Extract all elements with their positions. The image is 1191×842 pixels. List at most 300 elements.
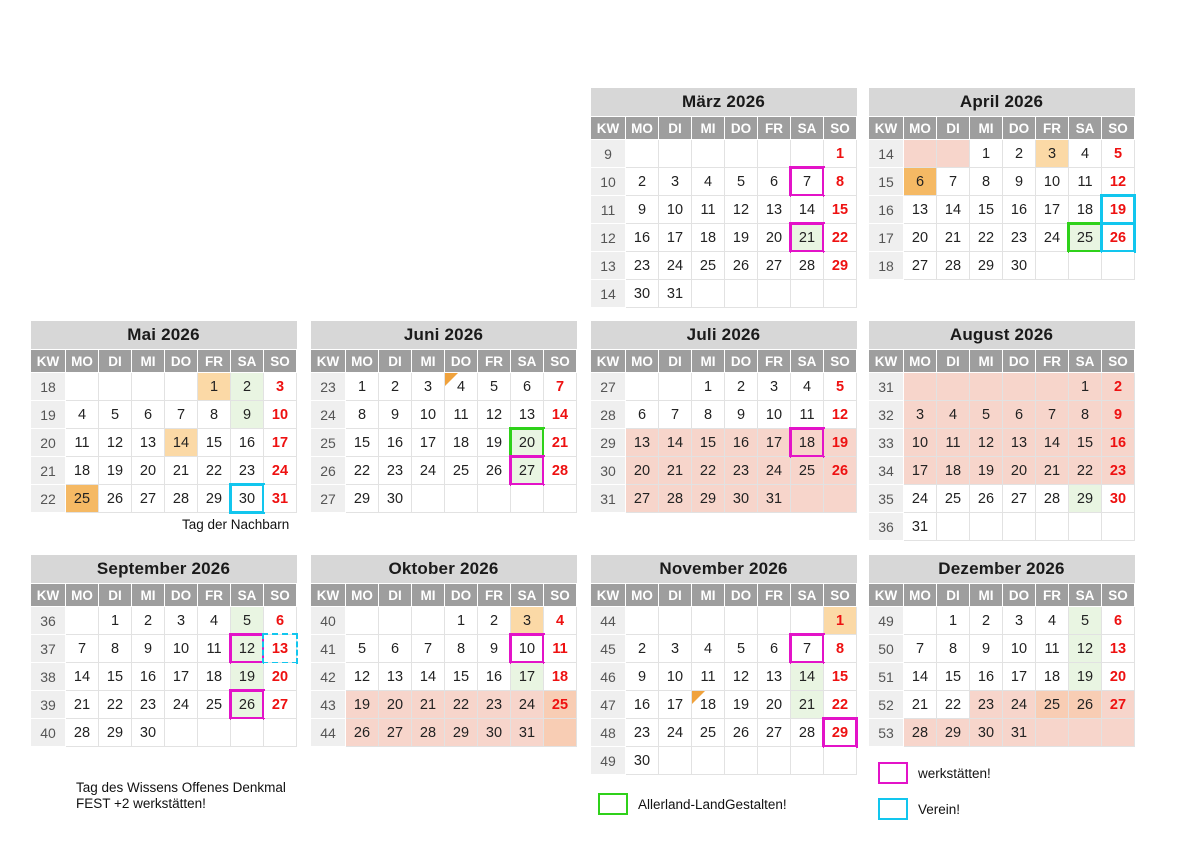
day-cell[interactable] (725, 140, 758, 168)
day-cell[interactable] (970, 691, 1003, 719)
day-cell[interactable] (692, 224, 725, 252)
day-cell[interactable] (791, 663, 824, 691)
day-cell[interactable] (904, 691, 937, 719)
day-cell[interactable] (1102, 719, 1135, 747)
day-cell[interactable] (66, 691, 99, 719)
day-cell[interactable] (544, 719, 577, 747)
day-cell[interactable] (659, 635, 692, 663)
day-cell[interactable] (626, 429, 659, 457)
day-cell[interactable] (1036, 196, 1069, 224)
day-cell[interactable] (231, 373, 264, 401)
day-cell[interactable] (231, 691, 264, 719)
day-cell[interactable] (66, 719, 99, 747)
day-cell[interactable] (626, 252, 659, 280)
day-cell[interactable] (346, 663, 379, 691)
day-cell[interactable] (970, 513, 1003, 541)
day-cell[interactable] (379, 607, 412, 635)
day-cell[interactable] (1069, 168, 1102, 196)
day-cell[interactable] (132, 429, 165, 457)
day-cell[interactable] (692, 457, 725, 485)
day-cell[interactable] (198, 373, 231, 401)
day-cell[interactable] (791, 607, 824, 635)
day-cell[interactable] (1069, 607, 1102, 635)
day-cell[interactable] (544, 373, 577, 401)
day-cell[interactable] (132, 485, 165, 513)
day-cell[interactable] (904, 196, 937, 224)
day-cell[interactable] (165, 607, 198, 635)
day-cell[interactable] (346, 635, 379, 663)
day-cell[interactable] (758, 691, 791, 719)
day-cell[interactable] (544, 663, 577, 691)
day-cell[interactable] (970, 373, 1003, 401)
day-cell[interactable] (264, 663, 297, 691)
day-cell[interactable] (346, 429, 379, 457)
day-cell[interactable] (692, 373, 725, 401)
day-cell[interactable] (544, 691, 577, 719)
day-cell[interactable] (1069, 691, 1102, 719)
day-cell[interactable] (692, 635, 725, 663)
day-cell[interactable] (132, 607, 165, 635)
day-cell[interactable] (478, 607, 511, 635)
day-cell[interactable] (758, 747, 791, 775)
day-cell[interactable] (99, 607, 132, 635)
day-cell[interactable] (659, 373, 692, 401)
day-cell[interactable] (937, 196, 970, 224)
day-cell[interactable] (1102, 196, 1135, 224)
day-cell[interactable] (1069, 663, 1102, 691)
day-cell[interactable] (758, 607, 791, 635)
day-cell[interactable] (692, 252, 725, 280)
day-cell[interactable] (692, 140, 725, 168)
day-cell[interactable] (1036, 140, 1069, 168)
day-cell[interactable] (725, 719, 758, 747)
day-cell[interactable] (791, 168, 824, 196)
day-cell[interactable] (511, 429, 544, 457)
day-cell[interactable] (791, 719, 824, 747)
day-cell[interactable] (970, 168, 1003, 196)
day-cell[interactable] (904, 485, 937, 513)
day-cell[interactable] (544, 485, 577, 513)
day-cell[interactable] (379, 663, 412, 691)
day-cell[interactable] (379, 485, 412, 513)
day-cell[interactable] (692, 429, 725, 457)
day-cell[interactable] (758, 280, 791, 308)
day-cell[interactable] (659, 691, 692, 719)
day-cell[interactable] (626, 607, 659, 635)
day-cell[interactable] (445, 719, 478, 747)
day-cell[interactable] (692, 485, 725, 513)
day-cell[interactable] (970, 663, 1003, 691)
day-cell[interactable] (231, 429, 264, 457)
day-cell[interactable] (659, 429, 692, 457)
day-cell[interactable] (511, 719, 544, 747)
day-cell[interactable] (198, 457, 231, 485)
day-cell[interactable] (412, 485, 445, 513)
day-cell[interactable] (1102, 140, 1135, 168)
day-cell[interactable] (937, 457, 970, 485)
day-cell[interactable] (1102, 485, 1135, 513)
day-cell[interactable] (937, 513, 970, 541)
day-cell[interactable] (692, 691, 725, 719)
day-cell[interactable] (264, 429, 297, 457)
day-cell[interactable] (544, 457, 577, 485)
day-cell[interactable] (1102, 513, 1135, 541)
day-cell[interactable] (1069, 635, 1102, 663)
day-cell[interactable] (1069, 457, 1102, 485)
day-cell[interactable] (132, 691, 165, 719)
day-cell[interactable] (346, 607, 379, 635)
day-cell[interactable] (66, 401, 99, 429)
day-cell[interactable] (511, 607, 544, 635)
day-cell[interactable] (937, 635, 970, 663)
day-cell[interactable] (725, 485, 758, 513)
day-cell[interactable] (231, 635, 264, 663)
day-cell[interactable] (791, 280, 824, 308)
day-cell[interactable] (937, 224, 970, 252)
day-cell[interactable] (791, 196, 824, 224)
day-cell[interactable] (1102, 457, 1135, 485)
day-cell[interactable] (99, 691, 132, 719)
day-cell[interactable] (791, 457, 824, 485)
day-cell[interactable] (198, 429, 231, 457)
day-cell[interactable] (445, 663, 478, 691)
day-cell[interactable] (791, 691, 824, 719)
day-cell[interactable] (264, 485, 297, 513)
day-cell[interactable] (1003, 140, 1036, 168)
day-cell[interactable] (824, 485, 857, 513)
day-cell[interactable] (791, 401, 824, 429)
day-cell[interactable] (379, 429, 412, 457)
day-cell[interactable] (937, 485, 970, 513)
day-cell[interactable] (824, 140, 857, 168)
day-cell[interactable] (824, 747, 857, 775)
day-cell[interactable] (970, 457, 1003, 485)
day-cell[interactable] (511, 663, 544, 691)
day-cell[interactable] (1069, 252, 1102, 280)
day-cell[interactable] (758, 140, 791, 168)
day-cell[interactable] (970, 719, 1003, 747)
day-cell[interactable] (511, 635, 544, 663)
day-cell[interactable] (1069, 373, 1102, 401)
day-cell[interactable] (725, 168, 758, 196)
day-cell[interactable] (412, 401, 445, 429)
day-cell[interactable] (626, 280, 659, 308)
day-cell[interactable] (66, 373, 99, 401)
day-cell[interactable] (1102, 401, 1135, 429)
day-cell[interactable] (379, 635, 412, 663)
day-cell[interactable] (1102, 252, 1135, 280)
day-cell[interactable] (231, 401, 264, 429)
day-cell[interactable] (511, 373, 544, 401)
day-cell[interactable] (478, 429, 511, 457)
day-cell[interactable] (659, 747, 692, 775)
day-cell[interactable] (725, 401, 758, 429)
day-cell[interactable] (379, 457, 412, 485)
day-cell[interactable] (412, 429, 445, 457)
day-cell[interactable] (1003, 691, 1036, 719)
day-cell[interactable] (659, 140, 692, 168)
day-cell[interactable] (511, 485, 544, 513)
day-cell[interactable] (99, 719, 132, 747)
day-cell[interactable] (165, 485, 198, 513)
day-cell[interactable] (692, 607, 725, 635)
day-cell[interactable] (725, 747, 758, 775)
day-cell[interactable] (725, 280, 758, 308)
day-cell[interactable] (725, 224, 758, 252)
day-cell[interactable] (758, 373, 791, 401)
day-cell[interactable] (626, 663, 659, 691)
day-cell[interactable] (478, 373, 511, 401)
day-cell[interactable] (412, 663, 445, 691)
day-cell[interactable] (1069, 401, 1102, 429)
day-cell[interactable] (758, 168, 791, 196)
day-cell[interactable] (264, 719, 297, 747)
day-cell[interactable] (346, 401, 379, 429)
day-cell[interactable] (99, 457, 132, 485)
day-cell[interactable] (1003, 513, 1036, 541)
day-cell[interactable] (758, 663, 791, 691)
day-cell[interactable] (1102, 691, 1135, 719)
day-cell[interactable] (692, 663, 725, 691)
day-cell[interactable] (198, 607, 231, 635)
day-cell[interactable] (445, 373, 478, 401)
day-cell[interactable] (478, 663, 511, 691)
day-cell[interactable] (445, 635, 478, 663)
day-cell[interactable] (937, 252, 970, 280)
day-cell[interactable] (904, 168, 937, 196)
day-cell[interactable] (692, 747, 725, 775)
day-cell[interactable] (165, 635, 198, 663)
day-cell[interactable] (904, 607, 937, 635)
day-cell[interactable] (659, 663, 692, 691)
day-cell[interactable] (970, 635, 1003, 663)
day-cell[interactable] (165, 663, 198, 691)
day-cell[interactable] (824, 252, 857, 280)
day-cell[interactable] (231, 457, 264, 485)
day-cell[interactable] (1003, 607, 1036, 635)
day-cell[interactable] (626, 168, 659, 196)
day-cell[interactable] (626, 719, 659, 747)
day-cell[interactable] (1036, 485, 1069, 513)
day-cell[interactable] (66, 429, 99, 457)
day-cell[interactable] (1003, 457, 1036, 485)
day-cell[interactable] (478, 635, 511, 663)
day-cell[interactable] (346, 457, 379, 485)
day-cell[interactable] (1036, 607, 1069, 635)
day-cell[interactable] (346, 691, 379, 719)
day-cell[interactable] (346, 485, 379, 513)
day-cell[interactable] (626, 485, 659, 513)
day-cell[interactable] (937, 691, 970, 719)
day-cell[interactable] (231, 607, 264, 635)
day-cell[interactable] (544, 607, 577, 635)
day-cell[interactable] (1036, 373, 1069, 401)
day-cell[interactable] (970, 140, 1003, 168)
day-cell[interactable] (904, 663, 937, 691)
day-cell[interactable] (904, 457, 937, 485)
day-cell[interactable] (99, 401, 132, 429)
day-cell[interactable] (165, 401, 198, 429)
day-cell[interactable] (725, 663, 758, 691)
day-cell[interactable] (445, 691, 478, 719)
day-cell[interactable] (132, 401, 165, 429)
day-cell[interactable] (904, 140, 937, 168)
day-cell[interactable] (791, 485, 824, 513)
day-cell[interactable] (198, 485, 231, 513)
day-cell[interactable] (412, 607, 445, 635)
day-cell[interactable] (1003, 719, 1036, 747)
day-cell[interactable] (824, 280, 857, 308)
day-cell[interactable] (758, 252, 791, 280)
day-cell[interactable] (99, 663, 132, 691)
day-cell[interactable] (379, 691, 412, 719)
day-cell[interactable] (725, 373, 758, 401)
day-cell[interactable] (1036, 401, 1069, 429)
day-cell[interactable] (198, 691, 231, 719)
day-cell[interactable] (1036, 457, 1069, 485)
day-cell[interactable] (937, 719, 970, 747)
day-cell[interactable] (165, 691, 198, 719)
day-cell[interactable] (412, 691, 445, 719)
day-cell[interactable] (99, 373, 132, 401)
day-cell[interactable] (198, 663, 231, 691)
day-cell[interactable] (626, 457, 659, 485)
day-cell[interactable] (758, 429, 791, 457)
day-cell[interactable] (824, 224, 857, 252)
day-cell[interactable] (659, 457, 692, 485)
day-cell[interactable] (198, 635, 231, 663)
day-cell[interactable] (758, 457, 791, 485)
day-cell[interactable] (1069, 140, 1102, 168)
day-cell[interactable] (970, 252, 1003, 280)
day-cell[interactable] (970, 196, 1003, 224)
day-cell[interactable] (1036, 635, 1069, 663)
day-cell[interactable] (412, 373, 445, 401)
day-cell[interactable] (1003, 373, 1036, 401)
day-cell[interactable] (692, 280, 725, 308)
day-cell[interactable] (824, 691, 857, 719)
day-cell[interactable] (626, 224, 659, 252)
day-cell[interactable] (445, 607, 478, 635)
day-cell[interactable] (1003, 663, 1036, 691)
day-cell[interactable] (970, 224, 1003, 252)
day-cell[interactable] (99, 635, 132, 663)
day-cell[interactable] (1003, 401, 1036, 429)
day-cell[interactable] (346, 373, 379, 401)
day-cell[interactable] (165, 719, 198, 747)
day-cell[interactable] (198, 719, 231, 747)
day-cell[interactable] (659, 401, 692, 429)
day-cell[interactable] (412, 719, 445, 747)
day-cell[interactable] (264, 373, 297, 401)
day-cell[interactable] (165, 457, 198, 485)
day-cell[interactable] (758, 719, 791, 747)
day-cell[interactable] (1069, 513, 1102, 541)
day-cell[interactable] (379, 719, 412, 747)
day-cell[interactable] (904, 513, 937, 541)
day-cell[interactable] (165, 373, 198, 401)
day-cell[interactable] (824, 719, 857, 747)
day-cell[interactable] (937, 140, 970, 168)
day-cell[interactable] (937, 401, 970, 429)
day-cell[interactable] (165, 429, 198, 457)
day-cell[interactable] (904, 719, 937, 747)
day-cell[interactable] (544, 401, 577, 429)
day-cell[interactable] (99, 429, 132, 457)
day-cell[interactable] (626, 691, 659, 719)
day-cell[interactable] (725, 691, 758, 719)
day-cell[interactable] (264, 457, 297, 485)
day-cell[interactable] (758, 196, 791, 224)
day-cell[interactable] (379, 373, 412, 401)
day-cell[interactable] (824, 196, 857, 224)
day-cell[interactable] (132, 635, 165, 663)
day-cell[interactable] (445, 457, 478, 485)
day-cell[interactable] (231, 719, 264, 747)
day-cell[interactable] (970, 607, 1003, 635)
day-cell[interactable] (1036, 663, 1069, 691)
day-cell[interactable] (791, 140, 824, 168)
day-cell[interactable] (1003, 196, 1036, 224)
day-cell[interactable] (1102, 429, 1135, 457)
day-cell[interactable] (1069, 719, 1102, 747)
day-cell[interactable] (1036, 691, 1069, 719)
day-cell[interactable] (445, 401, 478, 429)
day-cell[interactable] (659, 224, 692, 252)
day-cell[interactable] (824, 635, 857, 663)
day-cell[interactable] (264, 401, 297, 429)
day-cell[interactable] (478, 691, 511, 719)
day-cell[interactable] (904, 429, 937, 457)
day-cell[interactable] (824, 607, 857, 635)
day-cell[interactable] (1102, 607, 1135, 635)
day-cell[interactable] (824, 663, 857, 691)
day-cell[interactable] (1003, 168, 1036, 196)
day-cell[interactable] (659, 168, 692, 196)
day-cell[interactable] (132, 457, 165, 485)
day-cell[interactable] (511, 457, 544, 485)
day-cell[interactable] (66, 457, 99, 485)
day-cell[interactable] (692, 719, 725, 747)
day-cell[interactable] (824, 429, 857, 457)
day-cell[interactable] (758, 635, 791, 663)
day-cell[interactable] (264, 635, 297, 663)
day-cell[interactable] (379, 401, 412, 429)
day-cell[interactable] (1102, 224, 1135, 252)
day-cell[interactable] (725, 457, 758, 485)
day-cell[interactable] (659, 607, 692, 635)
day-cell[interactable] (626, 747, 659, 775)
day-cell[interactable] (264, 607, 297, 635)
day-cell[interactable] (725, 429, 758, 457)
day-cell[interactable] (659, 196, 692, 224)
day-cell[interactable] (904, 401, 937, 429)
day-cell[interactable] (66, 663, 99, 691)
day-cell[interactable] (791, 429, 824, 457)
day-cell[interactable] (659, 719, 692, 747)
day-cell[interactable] (659, 252, 692, 280)
day-cell[interactable] (970, 429, 1003, 457)
day-cell[interactable] (1003, 252, 1036, 280)
day-cell[interactable] (198, 401, 231, 429)
day-cell[interactable] (904, 252, 937, 280)
day-cell[interactable] (1036, 168, 1069, 196)
day-cell[interactable] (1069, 224, 1102, 252)
day-cell[interactable] (725, 635, 758, 663)
day-cell[interactable] (231, 663, 264, 691)
day-cell[interactable] (1069, 196, 1102, 224)
day-cell[interactable] (1036, 224, 1069, 252)
